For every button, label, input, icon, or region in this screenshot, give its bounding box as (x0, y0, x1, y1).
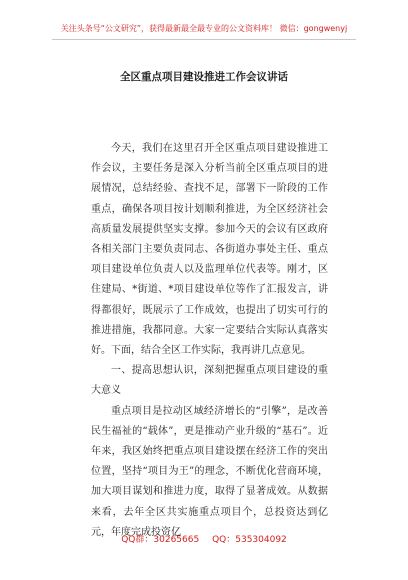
section-heading-one: 一、提高思想认识，深刻把握重点项目建设的重大意义 (91, 365, 328, 397)
body-paragraph-significance: 重点项目是拉动区域经济增长的“引擎”，是改善民生福祉的“载体”，更是推动产业升级的“基石”。近年来，我区始终把重点项目建设摆在经济工作的突出位置，坚持“项目为王”的理念，不断优化营商环境，加大项目谋划和推进力度，取得了显著成效。从数据来看，去年全区共实施重点项目个，总投资达到亿元，年度完成投资亿 (91, 405, 328, 538)
footer-qq-group: QQ群：30265665 (121, 535, 200, 545)
document-title: 全区重点项目建设推进工作会议讲话 (120, 71, 288, 83)
document-body (91, 139, 328, 543)
header-divider (52, 39, 356, 40)
footer-contact (0, 535, 408, 546)
header-promo-note: 关注头条号“公文研究”，获得最新最全最专业的公文资料库！ 微信：gongwenyj (60, 24, 348, 33)
body-paragraph-intro: 今天，我们在这里召开全区重点项目建设推进工作会议，主要任务是深入分析当前全区重点项目的进展情况，总结经验、查找不足，部署下一阶段的工作重点，确保各项目按计划顺利推进，为全区经济社会高质量发展提供坚实支撑。参加今天的会议有区政府各相关部门主要负责同志、各街道办事处主任、重点项目建设单位负责人以及监理单位代表等。刚才，区住建局、*街道、*项目建设单位等作了汇报发言，讲得都很好，既展示了工作成效，也提出了切实可行的推进措施，我都同意。大家一定要结合实际认真落实好。下面，结合全区工作实际，我再讲几点意见。 (91, 143, 328, 357)
footer-qq: QQ：535304092 (212, 535, 287, 545)
